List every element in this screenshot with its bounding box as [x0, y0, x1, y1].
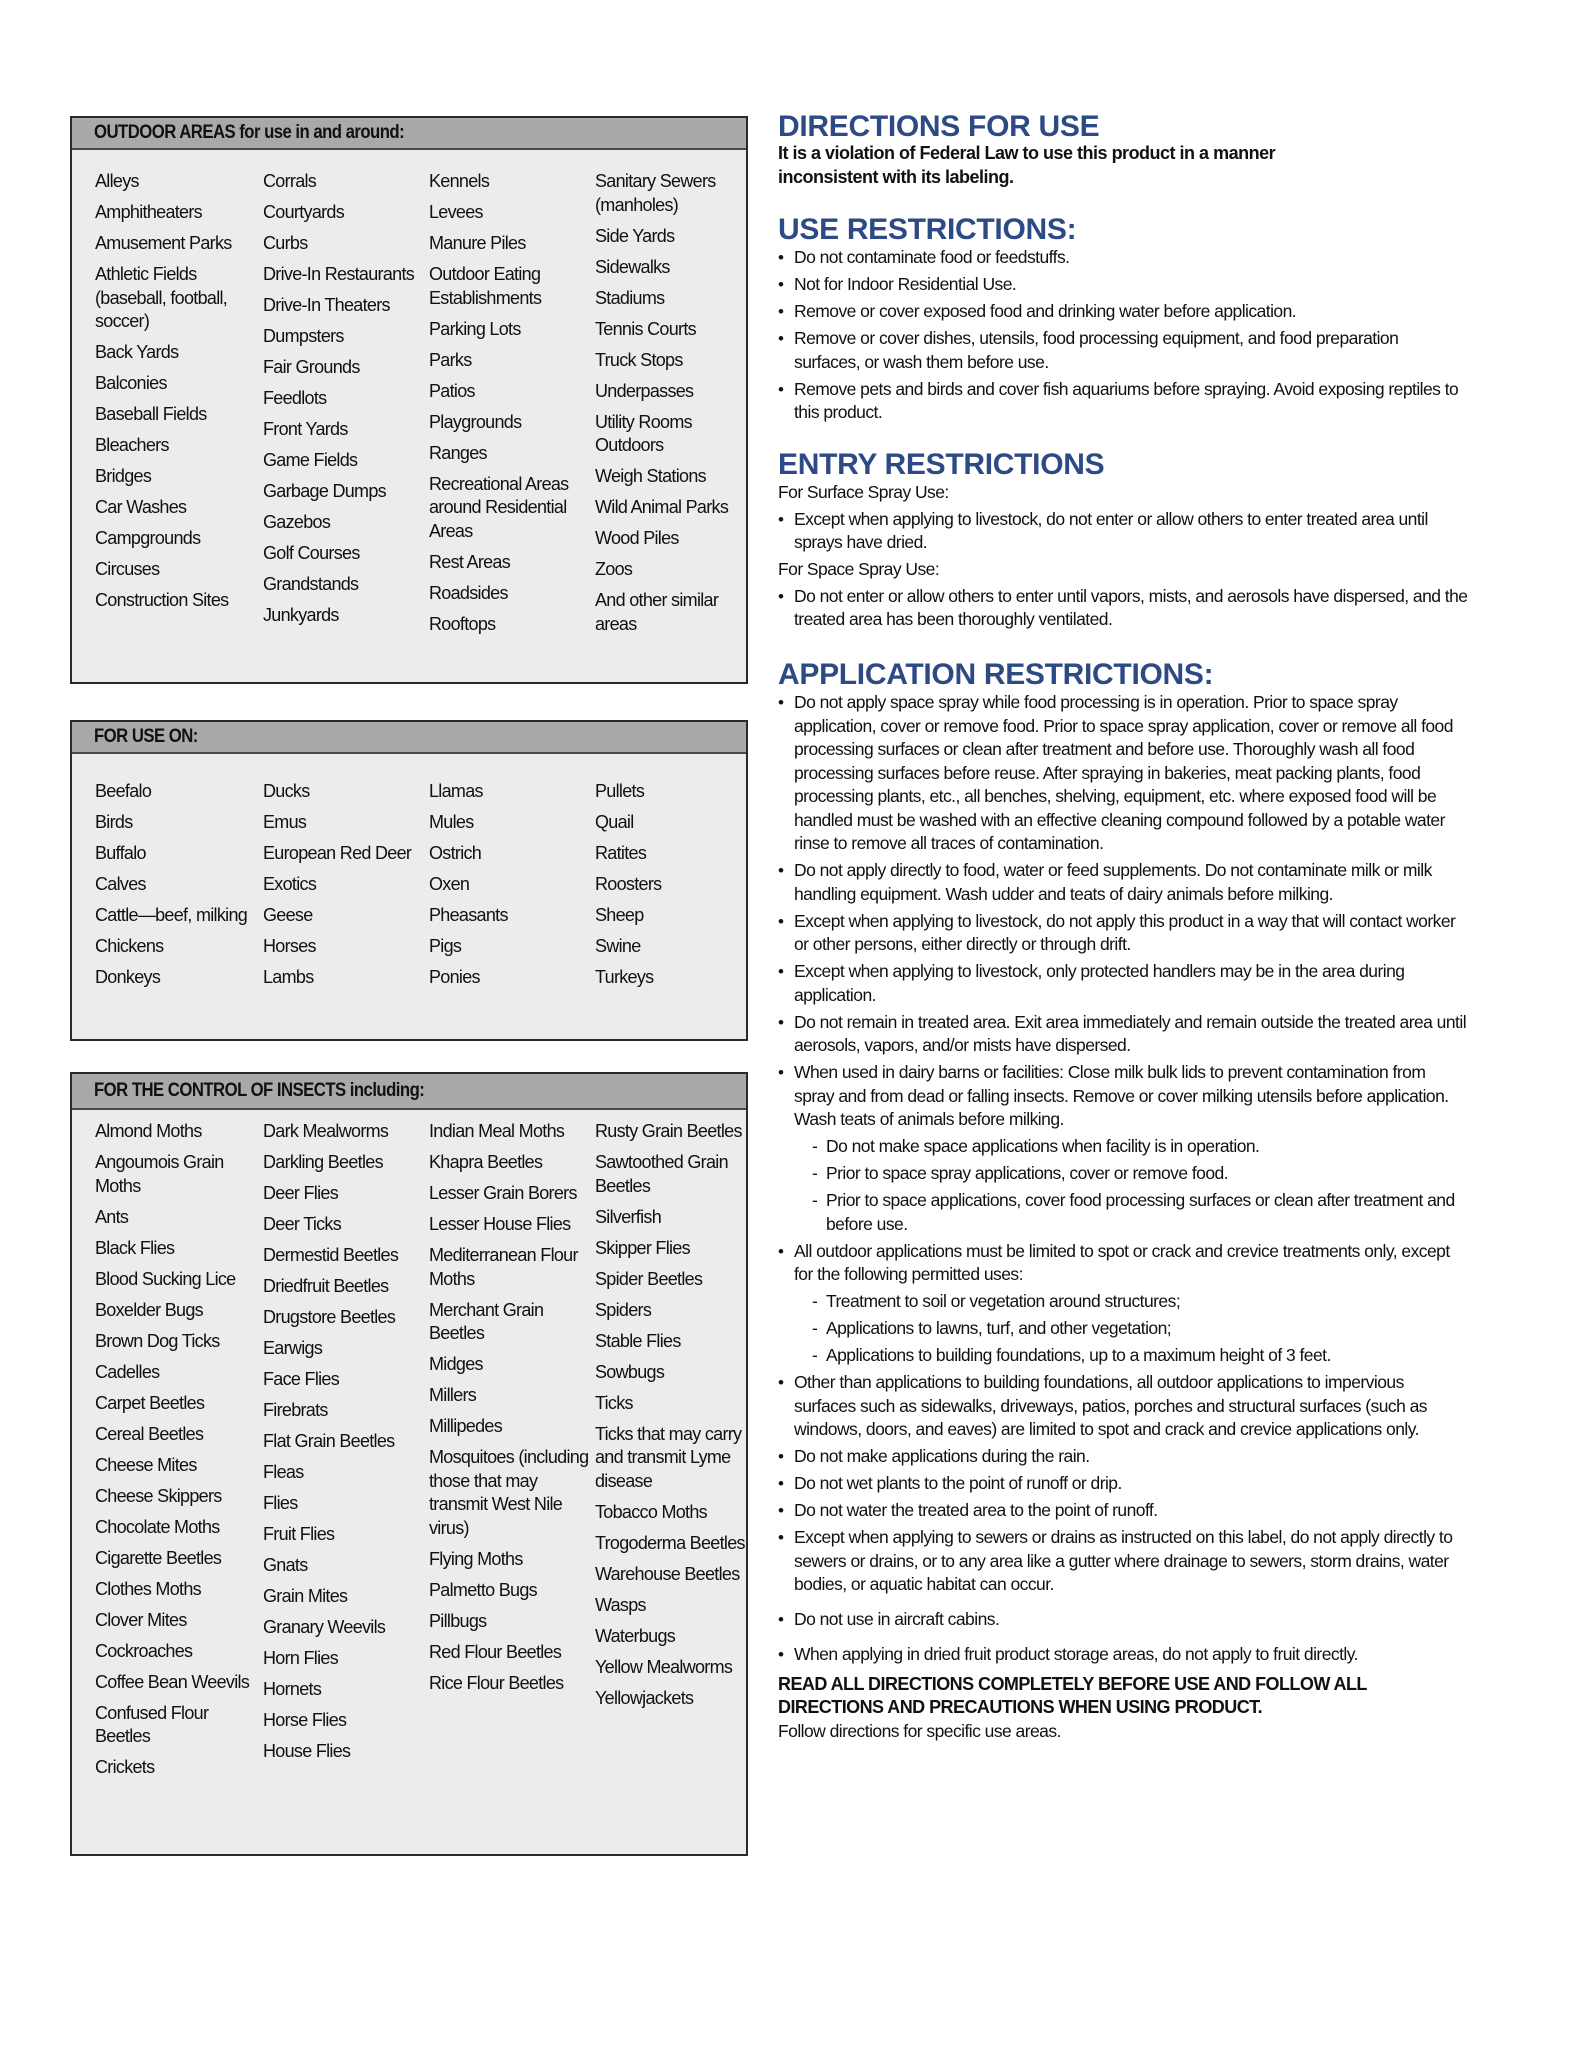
list-item: Wild Animal Parks	[595, 497, 729, 517]
list-item: Deer Flies	[263, 1183, 339, 1203]
list-item: Roadsides	[429, 582, 508, 603]
list-item: Stadiums	[595, 287, 665, 308]
application-restriction-item: • When applying in dried fruit product storage areas, do not apply to fruit directly.	[778, 1643, 1468, 1667]
spacer	[778, 1635, 1468, 1643]
list-item: Angoumois Grain Moths	[95, 1152, 224, 1196]
list-item: Skipper Flies	[595, 1237, 690, 1258]
list-item: Manure Piles	[429, 233, 526, 253]
list-column	[595, 1120, 763, 1718]
sub-item-text: Applications to lawns, turf, and other vegetation;	[826, 1318, 1172, 1338]
list-item: Underpasses	[595, 380, 694, 401]
list-item: Indian Meal Moths	[429, 1121, 565, 1141]
list-item: Dark Mealworms	[263, 1121, 389, 1141]
list-column	[429, 170, 597, 644]
list-item: Balconies	[95, 373, 167, 393]
application-sub-item	[778, 1344, 1468, 1368]
dash-icon: -	[812, 1190, 818, 1210]
list-item: Llamas	[429, 781, 483, 801]
list-item: Lambs	[263, 967, 314, 987]
sub-item-text: Do not make space applications when facility is in operation.	[826, 1136, 1260, 1156]
list-item: Cockroaches	[95, 1640, 193, 1661]
list-item: Rest Areas	[429, 551, 511, 572]
list-item: Bridges	[95, 466, 152, 486]
list-item: Buffalo	[95, 843, 146, 863]
list-item: Horse Flies	[263, 1710, 347, 1730]
list-item: Hornets	[263, 1679, 322, 1699]
use-restriction-item: • Remove pets and birds and cover fish aquariums before spraying. Avoid exposing reptiles to this product.	[778, 378, 1468, 425]
list-item: Cheese Mites	[95, 1454, 197, 1475]
list-item: Wasps	[595, 1594, 646, 1615]
space-spray-label: For Space Spray Use:	[778, 559, 940, 579]
space-spray-item: • Do not enter or allow others to enter until vapors, mists, and aerosols have dispersed, and the treated area has been thoroughly ventilated.	[778, 585, 1468, 632]
use-restriction-item: • Not for Indoor Residential Use.	[778, 273, 1468, 297]
application-restrictions-heading: APPLICATION RESTRICTIONS:	[778, 658, 1214, 691]
directions-heading: DIRECTIONS FOR USE	[778, 110, 1100, 143]
application-restriction-item: • Do not water the treated area to the point of runoff.	[778, 1499, 1468, 1523]
list-item: Dermestid Beetles	[263, 1245, 399, 1265]
list-item: Clover Mites	[95, 1609, 187, 1630]
list-item: Cattle—beef, milking	[95, 905, 248, 925]
list-item: Pullets	[595, 781, 645, 801]
list-item: Boxelder Bugs	[95, 1299, 203, 1320]
list-item: Darkling Beetles	[263, 1152, 383, 1172]
list-item: Firebrats	[263, 1400, 328, 1420]
outdoor-areas-title: OUTDOOR AREAS for use in and around:	[94, 122, 405, 143]
list-item: Lesser House Flies	[429, 1214, 571, 1234]
list-item: Rice Flour Beetles	[429, 1672, 564, 1693]
list-item: Silverfish	[595, 1206, 662, 1227]
list-item: Horses	[263, 936, 316, 956]
sub-item-text: Applications to building foundations, up to a maximum height of 3 feet.	[826, 1345, 1331, 1365]
list-item: Millipedes	[429, 1416, 503, 1436]
list-column	[95, 170, 263, 620]
application-sub-item	[778, 1189, 1468, 1236]
list-item: Horn Flies	[263, 1648, 339, 1668]
sub-item-text: Prior to space spray applications, cover or remove food.	[826, 1163, 1229, 1183]
list-item: Yellowjackets	[595, 1687, 694, 1708]
list-item: Lesser Grain Borers	[429, 1183, 577, 1203]
list-item: Junkyards	[263, 605, 339, 625]
list-item: Dumpsters	[263, 326, 344, 346]
list-item: Black Flies	[95, 1237, 175, 1258]
list-item: Weigh Stations	[595, 466, 706, 486]
list-item: Patios	[429, 380, 475, 401]
list-item: Stable Flies	[595, 1330, 681, 1351]
list-column	[263, 1120, 431, 1771]
list-item: Sawtoothed Grain Beetles	[595, 1152, 728, 1196]
list-item: Wood Piles	[595, 528, 679, 548]
list-item: Millers	[429, 1385, 477, 1405]
list-item: Tennis Courts	[595, 318, 696, 339]
list-item: Sheep	[595, 905, 644, 925]
list-item: Grandstands	[263, 574, 359, 594]
list-item: European Red Deer	[263, 843, 412, 863]
application-restrictions-list	[778, 691, 1468, 1743]
list-item: Cadelles	[95, 1361, 160, 1382]
list-item: Spiders	[595, 1299, 652, 1320]
list-item: Amphitheaters	[95, 202, 202, 222]
list-item: Clothes Moths	[95, 1578, 201, 1599]
list-item: Beefalo	[95, 781, 152, 801]
list-item: Courtyards	[263, 202, 345, 222]
list-item: Merchant Grain Beetles	[429, 1299, 544, 1343]
list-item: Ranges	[429, 442, 487, 463]
entry-restrictions-heading: ENTRY RESTRICTIONS	[778, 448, 1105, 481]
list-item: Geese	[263, 905, 313, 925]
list-item: Cheese Skippers	[95, 1485, 222, 1506]
list-item: Gnats	[263, 1555, 308, 1575]
list-item: Donkeys	[95, 967, 161, 987]
list-item: Flies	[263, 1493, 298, 1513]
application-restriction-item: • Do not use in aircraft cabins.	[778, 1608, 1468, 1632]
application-sub-item	[778, 1135, 1468, 1159]
for-use-on-title: FOR USE ON:	[94, 726, 198, 747]
list-item: Sanitary Sewers (manholes)	[595, 171, 716, 215]
list-item: Construction Sites	[95, 590, 229, 610]
list-item: Playgrounds	[429, 411, 522, 432]
list-item: Corrals	[263, 171, 317, 191]
read-all-directions-notice: READ ALL DIRECTIONS COMPLETELY BEFORE USE AND FOLLOW ALL DIRECTIONS AND PRECAUTIONS WHEN USING PRODUCT.	[778, 1673, 1367, 1717]
list-item: Yellow Mealworms	[595, 1656, 733, 1677]
sub-item-text: Prior to space applications, cover food processing surfaces or clean after treatment and before use.	[826, 1190, 1455, 1234]
list-item: Levees	[429, 202, 483, 222]
list-item: Pheasants	[429, 905, 508, 925]
list-item: Birds	[95, 812, 133, 832]
list-item: And other similar areas	[595, 590, 719, 634]
list-item: Alleys	[95, 171, 139, 191]
list-item: Truck Stops	[595, 349, 683, 370]
list-item: Mosquitoes (including those that may transmit West Nile virus)	[429, 1447, 589, 1538]
list-item: Cereal Beetles	[95, 1423, 204, 1444]
list-item: Tobacco Moths	[595, 1501, 707, 1522]
list-item: Calves	[95, 874, 146, 894]
list-item: Sidewalks	[595, 256, 670, 277]
list-item: Utility Rooms Outdoors	[595, 411, 692, 455]
insects-title: FOR THE CONTROL OF INSECTS including:	[94, 1080, 425, 1101]
list-item: Khapra Beetles	[429, 1152, 543, 1172]
list-item: Waterbugs	[595, 1625, 676, 1646]
use-restriction-item: • Remove or cover dishes, utensils, food processing equipment, and food preparation surfaces, or wash them before use.	[778, 327, 1468, 374]
list-item: Earwigs	[263, 1338, 323, 1358]
surface-spray-item: • Except when applying to livestock, do not enter or allow others to enter treated area until sprays have dried.	[778, 508, 1468, 555]
use-restriction-item: • Do not contaminate food or feedstuffs.	[778, 246, 1468, 270]
list-item: Mediterranean Flour Moths	[429, 1245, 578, 1289]
list-column	[263, 780, 431, 997]
list-item: Car Washes	[95, 497, 187, 517]
list-item: Athletic Fields (baseball, football, soccer)	[95, 264, 228, 331]
application-restriction-item: • Do not make applications during the rain.	[778, 1445, 1468, 1469]
list-column	[429, 780, 597, 997]
application-restriction-item: • Do not apply space spray while food processing is in operation. Prior to space spray application, cover or remove food. Prior to space spray application, cover or remove all food processing surfaces or clean after treatment and before use. Thoroughly wash all food processing surfaces before reuse. After spraying in bakeries, meat packing plants, food processing plants, etc., all benches, shelving, equipment, etc. where exposed food will be handled must be washed with an effective cleaning compound followed by a potable water rinse to remove all traces of contamination.	[778, 691, 1468, 856]
list-item: Rusty Grain Beetles	[595, 1121, 742, 1141]
list-item: Brown Dog Ticks	[95, 1330, 220, 1351]
list-item: Bleachers	[95, 435, 169, 455]
application-restriction-item: • Except when applying to sewers or drains as instructed on this label, do not apply directly to sewers or drains, or to any area like a gutter where drainage to sewers, storm drains, water bodies, or aquatic habitat can occur.	[778, 1526, 1468, 1597]
list-item: Parks	[429, 349, 472, 370]
list-item: Gazebos	[263, 512, 331, 532]
list-item: Ostrich	[429, 843, 482, 863]
list-item: Amusement Parks	[95, 233, 232, 253]
application-restriction-item: • All outdoor applications must be limited to spot or crack and crevice treatments only, except for the following permitted uses:	[778, 1240, 1468, 1287]
list-item: Circuses	[95, 559, 160, 579]
list-item: Deer Ticks	[263, 1214, 342, 1234]
list-column	[429, 1120, 597, 1703]
surface-spray-label: For Surface Spray Use:	[778, 482, 949, 502]
list-item: Grain Mites	[263, 1586, 348, 1606]
outdoor-areas-header	[72, 118, 746, 150]
list-item: Almond Moths	[95, 1121, 202, 1141]
list-item: Side Yards	[595, 225, 675, 246]
list-item: Oxen	[429, 874, 470, 894]
list-column	[95, 1120, 263, 1787]
list-item: Pigs	[429, 936, 462, 956]
list-item: Feedlots	[263, 388, 327, 408]
list-item: Baseball Fields	[95, 404, 207, 424]
application-sub-item	[778, 1317, 1468, 1341]
list-item: Turkeys	[595, 967, 654, 987]
list-item: Coffee Bean Weevils	[95, 1671, 250, 1692]
list-item: Ticks that may carry and transmit Lyme disease	[595, 1423, 742, 1491]
list-item: Trogoderma Beetles	[595, 1532, 745, 1553]
application-restriction-item: • Do not apply directly to food, water or feed supplements. Do not contaminate milk or milk handling equipment. Wash udder and teats of dairy animals before milking.	[778, 859, 1468, 906]
list-item: Cigarette Beetles	[95, 1547, 222, 1568]
list-item: Garbage Dumps	[263, 481, 386, 501]
list-item: Rooftops	[429, 613, 496, 634]
list-item: Ponies	[429, 967, 480, 987]
list-item: Fruit Flies	[263, 1524, 335, 1544]
insects-header	[72, 1074, 746, 1110]
list-item: Golf Courses	[263, 543, 360, 563]
list-item: Exotics	[263, 874, 317, 894]
list-item: Curbs	[263, 233, 308, 253]
list-item: Roosters	[595, 874, 662, 894]
list-item: House Flies	[263, 1741, 351, 1761]
list-item: Ticks	[595, 1392, 633, 1413]
list-item: Outdoor Eating Establishments	[429, 264, 542, 308]
list-item: Zoos	[595, 559, 633, 579]
outdoor-areas-box	[70, 116, 748, 684]
list-column	[595, 780, 763, 997]
application-restriction-item: • Except when applying to livestock, only protected handlers may be in the area during application.	[778, 960, 1468, 1007]
list-item: Back Yards	[95, 342, 179, 362]
list-item: Game Fields	[263, 450, 358, 470]
list-item: Quail	[595, 812, 634, 832]
list-item: Carpet Beetles	[95, 1392, 205, 1413]
list-item: Parking Lots	[429, 318, 521, 339]
sub-item-text: Treatment to soil or vegetation around structures;	[826, 1291, 1181, 1311]
list-item: Recreational Areas around Residential Areas	[429, 473, 569, 541]
list-item: Granary Weevils	[263, 1617, 386, 1637]
list-item: Blood Sucking Lice	[95, 1268, 236, 1289]
list-item: Crickets	[95, 1757, 155, 1777]
list-item: Swine	[595, 936, 641, 956]
spacer	[778, 1600, 1468, 1608]
list-column	[595, 170, 763, 644]
list-item: Drive-In Restaurants	[263, 264, 415, 284]
list-item: Ants	[95, 1206, 129, 1227]
list-item: Flat Grain Beetles	[263, 1431, 395, 1451]
list-item: Front Yards	[263, 419, 348, 439]
list-item: Fair Grounds	[263, 357, 360, 377]
dash-icon: -	[812, 1291, 818, 1311]
list-item: Pillbugs	[429, 1610, 487, 1631]
list-item: Ratites	[595, 843, 647, 863]
dash-icon: -	[812, 1318, 818, 1338]
use-restrictions-list	[778, 246, 1468, 428]
application-sub-item	[778, 1290, 1468, 1314]
use-restriction-item: • Remove or cover exposed food and drinking water before application.	[778, 300, 1468, 324]
dash-icon: -	[812, 1345, 818, 1365]
list-column	[263, 170, 431, 635]
federal-law-notice: It is a violation of Federal Law to use this product in a manner inconsistent with its labeling.	[778, 143, 1276, 187]
for-use-on-header	[72, 722, 746, 754]
list-item: Sowbugs	[595, 1361, 665, 1382]
list-item: Campgrounds	[95, 528, 201, 548]
entry-restrictions-list	[778, 481, 1468, 635]
list-item: Fleas	[263, 1462, 304, 1482]
application-sub-item	[778, 1162, 1468, 1186]
list-item: Chocolate Moths	[95, 1516, 220, 1537]
dash-icon: -	[812, 1163, 818, 1183]
application-restriction-item: • Do not wet plants to the point of runoff or drip.	[778, 1472, 1468, 1496]
application-restriction-item: • When used in dairy barns or facilities: Close milk bulk lids to prevent contamination from spray and from dead or falling insects. Remove or cover milking utensils before application. Wash teats of animals before milking.	[778, 1061, 1468, 1132]
application-restriction-item: • Do not remain in treated area. Exit area immediately and remain outside the treated area until aerosols, vapors, and/or mists have dispersed.	[778, 1011, 1468, 1058]
application-restriction-item: • Other than applications to building foundations, all outdoor applications to impervious surfaces such as sidewalks, driveways, patios, porches and structural surfaces (such as windows, doors, and eaves) are limited to spot and crack and crevice applications only.	[778, 1371, 1468, 1442]
list-item: Drugstore Beetles	[263, 1307, 396, 1327]
for-use-on-box	[70, 720, 748, 1041]
list-item: Palmetto Bugs	[429, 1579, 537, 1600]
list-item: Driedfruit Beetles	[263, 1276, 389, 1296]
list-item: Spider Beetles	[595, 1268, 703, 1289]
list-column	[95, 780, 263, 997]
list-item: Kennels	[429, 171, 490, 191]
follow-directions-text: Follow directions for specific use areas.	[778, 1720, 1061, 1741]
list-item: Drive-In Theaters	[263, 295, 390, 315]
insects-box	[70, 1072, 748, 1856]
list-item: Red Flour Beetles	[429, 1641, 562, 1662]
use-restrictions-heading: USE RESTRICTIONS:	[778, 213, 1077, 246]
list-item: Face Flies	[263, 1369, 340, 1389]
list-item: Mules	[429, 812, 474, 832]
application-restriction-item: • Except when applying to livestock, do not apply this product in a way that will contact worker or other persons, either directly or through drift.	[778, 910, 1468, 957]
list-item: Emus	[263, 812, 307, 832]
list-item: Confused Flour Beetles	[95, 1702, 209, 1746]
dash-icon: -	[812, 1136, 818, 1156]
list-item: Flying Moths	[429, 1548, 523, 1569]
list-item: Chickens	[95, 936, 164, 956]
list-item: Warehouse Beetles	[595, 1563, 740, 1584]
list-item: Ducks	[263, 781, 310, 801]
list-item: Midges	[429, 1354, 483, 1374]
